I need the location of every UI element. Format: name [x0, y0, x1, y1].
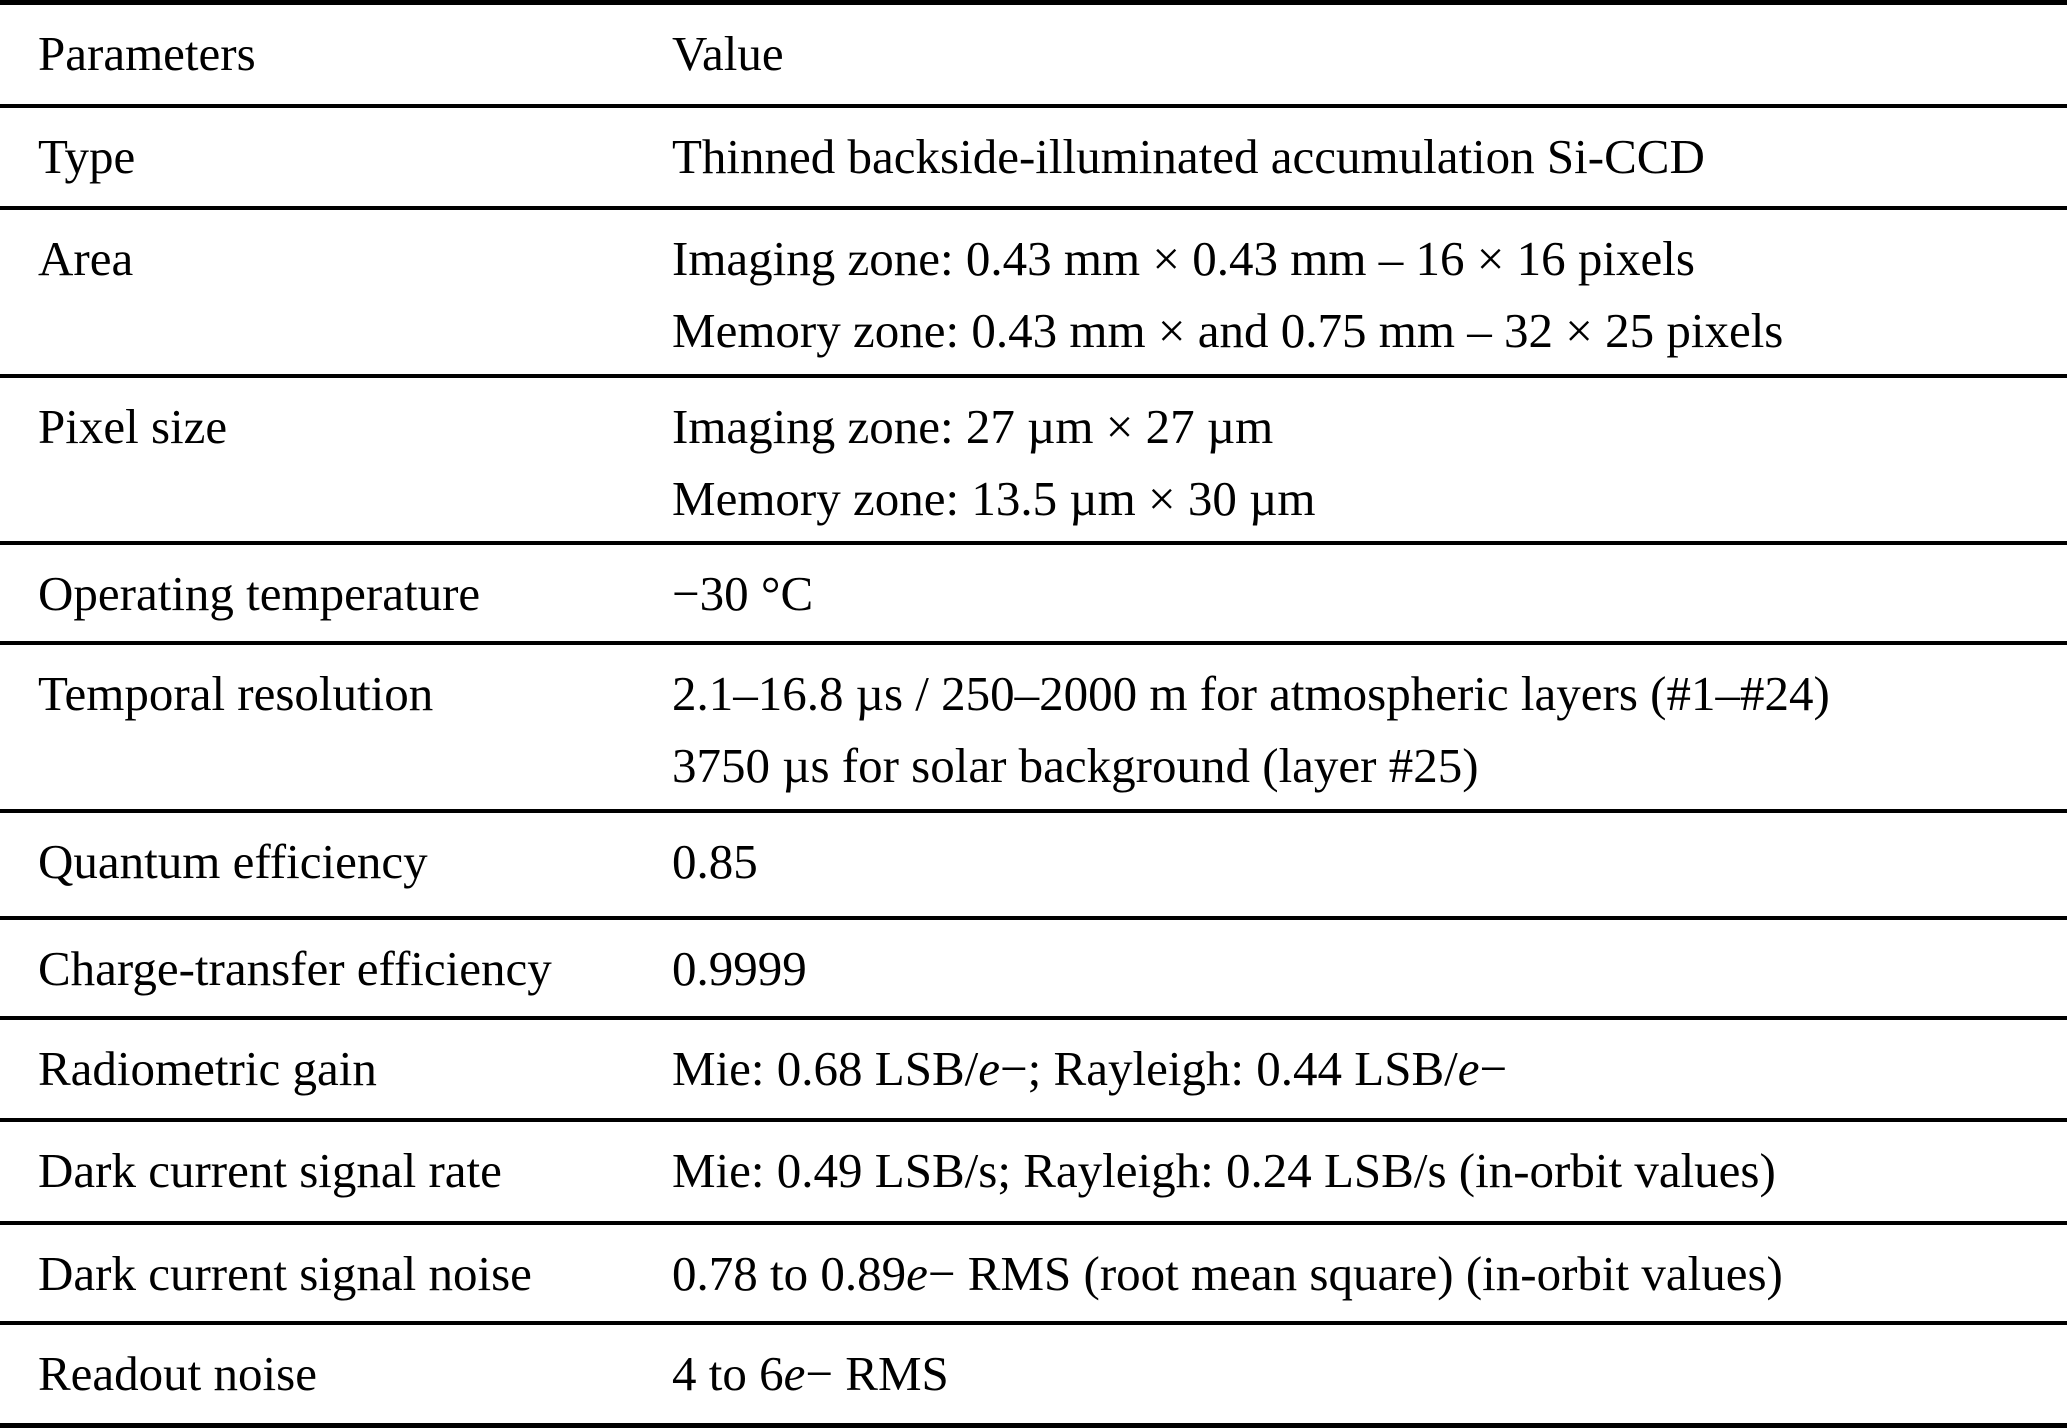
value-line: Thinned backside-illuminated accumulation Si-CCD	[672, 129, 1705, 184]
value-line: Memory zone: 0.43 mm × and 0.75 mm – 32 × 25 pixels	[672, 303, 1784, 358]
table-row-pixel-size	[0, 378, 2067, 545]
value-line: Mie: 0.68 LSB/e−; Rayleigh: 0.44 LSB/e−	[672, 1041, 1508, 1096]
param-label: Type	[38, 129, 136, 184]
param-label: Temporal resolution	[38, 666, 434, 721]
param-label: Quantum efficiency	[38, 834, 428, 889]
value-line: 2.1–16.8 µs / 250–2000 m for atmospheric layers (#1–#24)	[672, 666, 1830, 721]
param-label: Readout noise	[38, 1346, 317, 1401]
table-row-operating-temperature	[0, 545, 2067, 645]
param-value	[672, 826, 2067, 898]
table-row-quantum-efficiency	[0, 813, 2067, 920]
param-label: Pixel size	[38, 399, 228, 454]
value-line: Mie: 0.49 LSB/s; Rayleigh: 0.24 LSB/s (in-orbit values)	[672, 1143, 1776, 1198]
param-value	[672, 1238, 2067, 1310]
column-header-value: Value	[672, 26, 784, 81]
table-row-temporal-resolution	[0, 645, 2067, 813]
param-label: Operating temperature	[38, 566, 481, 621]
column-header-parameters: Parameters	[38, 26, 256, 81]
value-line: Imaging zone: 0.43 mm × 0.43 mm – 16 × 16 pixels	[672, 231, 1695, 286]
param-value	[672, 391, 2067, 535]
param-label: Dark current signal noise	[38, 1246, 532, 1301]
table-row-readout-noise	[0, 1325, 2067, 1428]
table-header-row	[0, 5, 2067, 108]
param-value	[672, 121, 2067, 193]
param-value	[672, 558, 2067, 630]
value-line: 4 to 6e− RMS	[672, 1346, 949, 1401]
table-row-area	[0, 210, 2067, 378]
table-row-dark-current-signal-noise	[0, 1225, 2067, 1325]
table-row-type	[0, 108, 2067, 210]
value-line: 0.85	[672, 834, 758, 889]
param-value	[672, 658, 2067, 802]
param-label: Area	[38, 231, 134, 286]
param-value	[672, 223, 2067, 367]
value-line: 0.9999	[672, 941, 807, 996]
table-row-radiometric-gain	[0, 1020, 2067, 1122]
value-line: Imaging zone: 27 µm × 27 µm	[672, 399, 1274, 454]
param-value	[672, 1135, 2067, 1207]
param-value	[672, 933, 2067, 1005]
value-line: Memory zone: 13.5 µm × 30 µm	[672, 471, 1316, 526]
table-row-dark-current-signal-rate	[0, 1122, 2067, 1225]
param-label: Radiometric gain	[38, 1041, 377, 1096]
value-line: 0.78 to 0.89e− RMS (root mean square) (in-orbit values)	[672, 1246, 1783, 1301]
param-value	[672, 1338, 2067, 1410]
value-line: 3750 µs for solar background (layer #25)	[672, 738, 1479, 793]
table-row-charge-transfer-efficiency	[0, 920, 2067, 1020]
param-label: Charge-transfer efficiency	[38, 941, 552, 996]
param-value	[672, 1033, 2067, 1105]
value-line: −30 °C	[672, 566, 814, 621]
param-label: Dark current signal rate	[38, 1143, 502, 1198]
